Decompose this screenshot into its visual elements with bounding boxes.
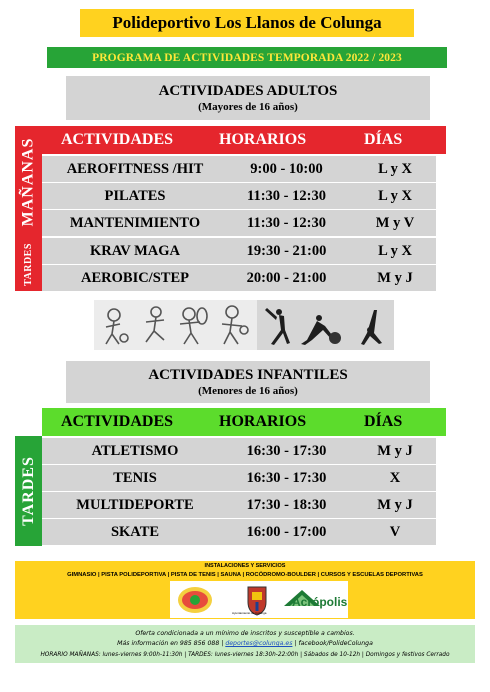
activity-cell: MANTENIMIENTO bbox=[69, 214, 201, 231]
activity-cell: MULTIDEPORTE bbox=[76, 496, 194, 513]
activity-cell: AEROBIC/STEP bbox=[81, 269, 189, 286]
facebook-text: | facebook/PolideColunga bbox=[294, 640, 373, 647]
conditions-note: Oferta condicionada a un mínimo de inscritos y susceptible a cambios. bbox=[135, 630, 355, 637]
adult-section-heading bbox=[66, 76, 430, 120]
schedule-cell: 17:30 - 18:30 bbox=[246, 496, 327, 513]
table-row bbox=[42, 265, 436, 291]
schedule-cell: 20:00 - 21:00 bbox=[246, 269, 327, 286]
column-days: DÍAS bbox=[364, 413, 403, 430]
activity-cell: KRAV MAGA bbox=[89, 242, 181, 259]
page-title: Polideportivo Los Llanos de Colunga bbox=[80, 9, 414, 37]
days-cell: M y J bbox=[377, 442, 413, 459]
column-days: DÍAS bbox=[364, 131, 403, 148]
column-schedule: HORARIOS bbox=[219, 413, 307, 430]
days-cell: L y X bbox=[378, 187, 412, 204]
activity-cell: PILATES bbox=[104, 187, 166, 204]
schedule-cell: 16:30 - 17:30 bbox=[246, 469, 327, 486]
opening-hours-line: HORARIO MAÑANAS: lunes-viernes 9:00h-11:30h | TARDES: lunes-viernes 18:30h-22:00h | Sábados de 10-12h | Domingos y festivos Cerrado bbox=[40, 652, 450, 658]
adult-table-header bbox=[42, 126, 446, 154]
phone-text: Más información en 985 856 088 bbox=[117, 640, 220, 647]
services-title: INSTALACIONES Y SERVICIOS bbox=[204, 563, 286, 569]
fitness-image bbox=[257, 300, 394, 350]
column-activities: ACTIVIDADES bbox=[61, 131, 174, 148]
kids-age-text: (Menores de 16 años) bbox=[198, 384, 298, 397]
schedule-cell: 11:30 - 12:30 bbox=[247, 187, 326, 204]
schedule-cell: 11:30 - 12:30 bbox=[247, 214, 326, 231]
activity-cell: TENIS bbox=[113, 469, 157, 486]
email-link[interactable]: deportes@colunga.es bbox=[225, 640, 293, 647]
table-row bbox=[42, 492, 436, 518]
contact-line: Más información en 985 856 088 | deportes@colunga.es | facebook/PolideColunga bbox=[117, 640, 373, 647]
kids-table-header bbox=[42, 408, 446, 436]
days-cell: L y X bbox=[378, 160, 412, 177]
activity-cell: ATLETISMO bbox=[91, 442, 179, 459]
acropolis-logo-text: Acrópolis bbox=[292, 595, 348, 609]
column-schedule: HORARIOS bbox=[219, 131, 307, 148]
days-cell: V bbox=[389, 523, 401, 540]
kids-heading-text: ACTIVIDADES INFANTILES bbox=[148, 366, 348, 383]
morning-side-label: MAÑANAS bbox=[15, 126, 42, 238]
sponsor-logos bbox=[170, 581, 348, 618]
crest-caption: Ayuntamiento de Colunga bbox=[232, 611, 267, 615]
schedule-cell: 19:30 - 21:00 bbox=[246, 242, 327, 259]
schedule-cell: 9:00 - 10:00 bbox=[250, 160, 323, 177]
season-subtitle: PROGRAMA DE ACTIVIDADES TEMPORADA 2022 / 2023 bbox=[47, 47, 447, 68]
table-row bbox=[42, 210, 436, 236]
schedule-cell: 16:30 - 17:30 bbox=[246, 442, 327, 459]
days-cell: M y J bbox=[377, 496, 413, 513]
table-row bbox=[42, 465, 436, 491]
kids-afternoon-side-label: TARDES bbox=[15, 436, 42, 546]
table-row bbox=[42, 519, 436, 545]
services-list: GIMNASIO | PISTA POLIDEPORTIVA | PISTA DE TENIS | SAUNA | ROCÓDROMO-BOULDER | CURSOS Y ESCUELAS DEPORTIVAS bbox=[67, 572, 423, 578]
kids-sports-image bbox=[94, 300, 257, 350]
activity-cell: SKATE bbox=[110, 523, 160, 540]
table-row bbox=[42, 238, 436, 264]
column-activities: ACTIVIDADES bbox=[61, 413, 174, 430]
table-row bbox=[42, 156, 436, 182]
info-panel bbox=[15, 625, 475, 663]
kids-section-heading bbox=[66, 361, 430, 403]
adult-heading-text: ACTIVIDADES ADULTOS bbox=[158, 82, 338, 99]
table-row bbox=[42, 438, 436, 464]
activity-cell: AEROFITNESS /HIT bbox=[66, 160, 204, 177]
days-cell: L y X bbox=[378, 242, 412, 259]
adult-age-text: (Mayores de 16 años) bbox=[198, 100, 298, 113]
days-cell: M y J bbox=[377, 269, 413, 286]
table-row bbox=[42, 183, 436, 209]
days-cell: M y V bbox=[375, 214, 415, 231]
afternoon-side-label: TARDES bbox=[15, 238, 42, 291]
sports-school-logo bbox=[177, 585, 213, 615]
activity-illustrations bbox=[94, 300, 394, 350]
schedule-cell: 16:00 - 17:00 bbox=[246, 523, 327, 540]
days-cell: X bbox=[389, 469, 401, 486]
